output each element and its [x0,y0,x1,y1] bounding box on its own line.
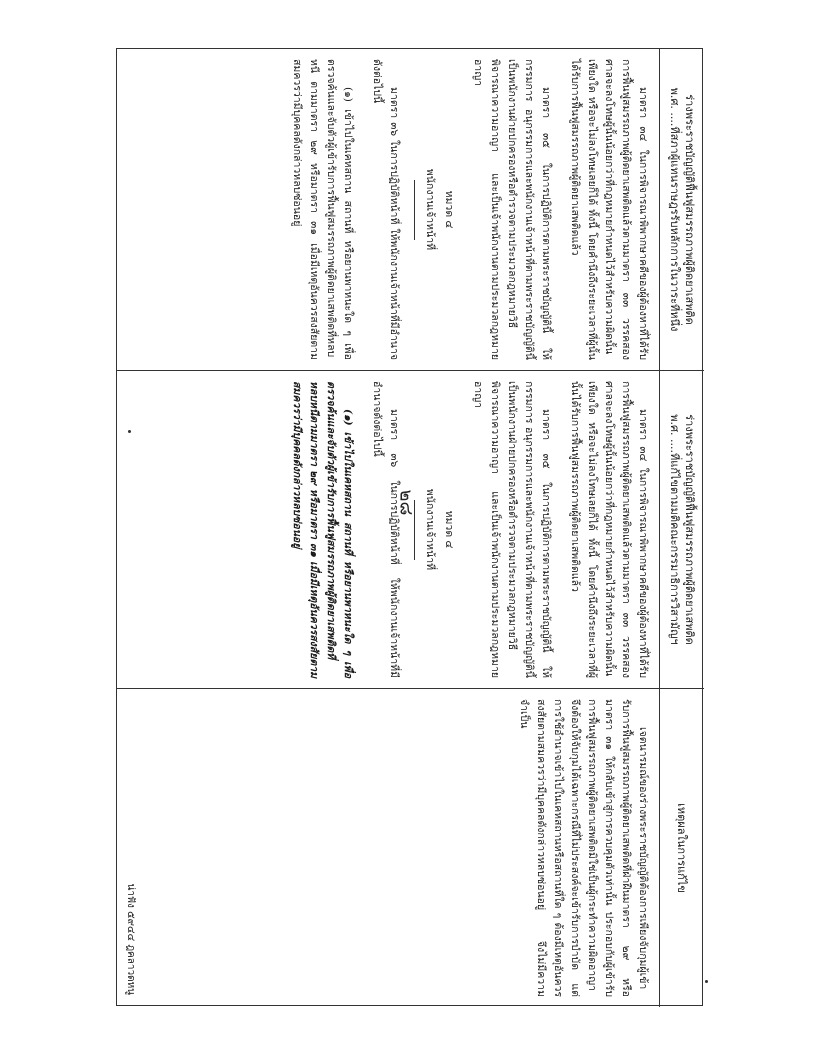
chapter-title: พนักงานเจ้าหน้าที่ [424,168,436,251]
column-header: ร่างพระราชบัญญัติฟื้นฟูสมรรถภาพผู้ติดยาเสพติด พ.ศ. ....ที่แก้ไขตามมติคณะกรรมาธิการวิสามัญฯ [659,371,704,688]
section-paragraph: มาตรา ๓๖ ในการปฏิบัติหน้าที่ ให้พนักงานเจ้าหน้าที่มีอำนาจดังต่อไปนี้ [371,381,400,678]
reason-paragraph: เจตนารมณ์ของร่างพระราชบัญญัติต้องการเพียงจับกุมผู้เข้ารับการฟื้นฟูสมรรถภาพผู้ติดยาเสพติดที่ฝ่าฝืนมาตรา ๒๙ หรือมาตรา ๓๑ ให้กลับเข้าสู่การควบคุมตัวเท่านั้น ประกอบกับผู้เข้ารับการฟื้นฟูสมรรถภาพผู้ติดยาเสพติดมิใช่เป็นผู้กระทำความผิดอาญา จึงต้องให้จับกุมได้เฉพาะกรณีที่ไม่ประสงค์จะเข้ารับการบำบัด แต่การใช้อำนาจเข้าไปในเคหสถานหรือสถานที่ใด ๆ ต้องมีเหตุอันควรสงสัยตามสมควรว่ามีบุคคลดังกล่าวหลบซ่อนอยู่ จึงไม่มีความจำเป็น [518,699,649,997]
section-paragraph: มาตรา ๓๕ ในการปฏิบัติการตามพระราชบัญญัตินี้ ให้กรรมการ อนุกรรมการและพนักงานเจ้าหน้าที่ตามพระราชบัญญัตินี้ เป็นพนักงานฝ่ายปกครองหรือตำรวจตามประมวลกฎหมายวิธีพิจารณาความอาญา และเป็นเจ้าพนักงานตามประมวลกฎหมายอาญา [472,59,552,360]
column-body [117,689,659,1007]
column-amended-draft [117,371,704,689]
section-paragraph: มาตรา ๓๖ ในการปฏิบัติหน้าที่ ให้พนักงานเจ้าหน้าที่มีอำนาจดังต่อไปนี้ [371,59,400,360]
column-header: เหตุผลในการแก้ไข [659,689,704,1007]
comparison-table [116,48,703,1006]
chapter-title: พนักงานเจ้าหน้าที่ [424,488,436,571]
column-body [117,49,659,370]
scan-dot [705,980,708,983]
column-header: ร่างพระราชบัญญัติฟื้นฟูสมรรถภาพผู้ติดยาเสพติด พ.ศ. ....ที่สภาผู้แทนราษฎรรับหลักการในวาระที่หนึ่ง [659,49,704,370]
column-body [117,371,659,688]
page-number: ๒๘ [395,489,417,516]
divider [414,500,415,560]
divider [414,180,415,240]
column-reasons [117,689,704,1007]
section-paragraph: มาตรา ๓๔ ในการพิจารณาพิพากษาคดีของผู้ต้องหาที่ได้รับการฟื้นฟูสมรรถภาพผู้ติดยาเสพติดแล้วตามมาตรา ๓๓ วรรคสอง ศาลจะลงโทษผู้นั้นน้อยกว่าที่กฎหมายกำหนดไว้สำหรับความผิดนั้นเพียงใด หรือจะไม่ลงโทษเลยก็ได้ ทั้งนี้ โดยคำนึงถึงระยะเวลาที่ผู้นั้นได้รับการฟื้นฟูสมรรถภาพผู้ติดยาเสพติดแล้ว [569,59,649,360]
chapter-number: หมวด ๔ [443,190,455,229]
item-paragraph: (๑) เข้าไปในเคหสถาน สถานที่ หรือยานพาหนะใด ๆ เพื่อตรวจค้นและจับตัวผู้เข้ารับการฟื้นฟูสมรรถภาพผู้ติดยาเสพติดที่หลบหนี ตามมาตรา ๒๙ หรือมาตรา ๓๑ เมื่อมีเหตุอันควรสงสัยตามสมควรว่ามีบุคคลดังกล่าวหลบซ่อนอยู่ [291,59,354,360]
amended-item-paragraph: (๑) เข้าไปในเคหสถาน สถานที่ หรือยานพาหนะใด ๆ เพื่อตรวจค้นและจับตัวผู้เข้ารับการฟื้นฟูสมรรถภาพผู้ติดยาเสพติดที่หลบหนีตามมาตรา ๒๙ หรือมาตรา ๓๑ เมื่อมีเหตุอันควรสงสัยตามสมควรว่ามีบุคคลดังกล่าวหลบซ่อนอยู่ [291,381,354,678]
column-original-draft [117,49,704,371]
handwritten-note: น่าฟัง ๕๙๔๔ ฎคลาวดหนู [125,883,136,995]
section-paragraph: มาตรา ๓๕ ในการปฏิบัติการตามพระราชบัญญัตินี้ ให้กรรมการ อนุกรรมการและพนักงานเจ้าหน้าที่ตามพระราชบัญญัตินี้ เป็นพนักงานฝ่ายปกครองหรือตำรวจตามประมวลกฎหมายวิธีพิจารณาความอาญา และเป็นเจ้าพนักงานตามประมวลกฎหมายอาญา [472,381,552,678]
section-paragraph: มาตรา ๓๔ ในการพิจารณาพิพากษาคดีของผู้ต้องหาที่ได้รับการฟื้นฟูสมรรถภาพผู้ติดยาเสพติดแล้วตามมาตรา ๓๓ วรรคสอง ศาลจะลงโทษผู้นั้นน้อยกว่าที่กฎหมายกำหนดไว้สำหรับความผิดนั้นเพียงใด หรือจะไม่ลงโทษเลยก็ได้ ทั้งนี้ โดยคำนึงถึงระยะเวลาที่ผู้นั้นได้รับการฟื้นฟูสมรรถภาพผู้ติดยาเสพติดแล้ว [569,381,649,678]
chapter-number: หมวด ๔ [443,510,455,549]
